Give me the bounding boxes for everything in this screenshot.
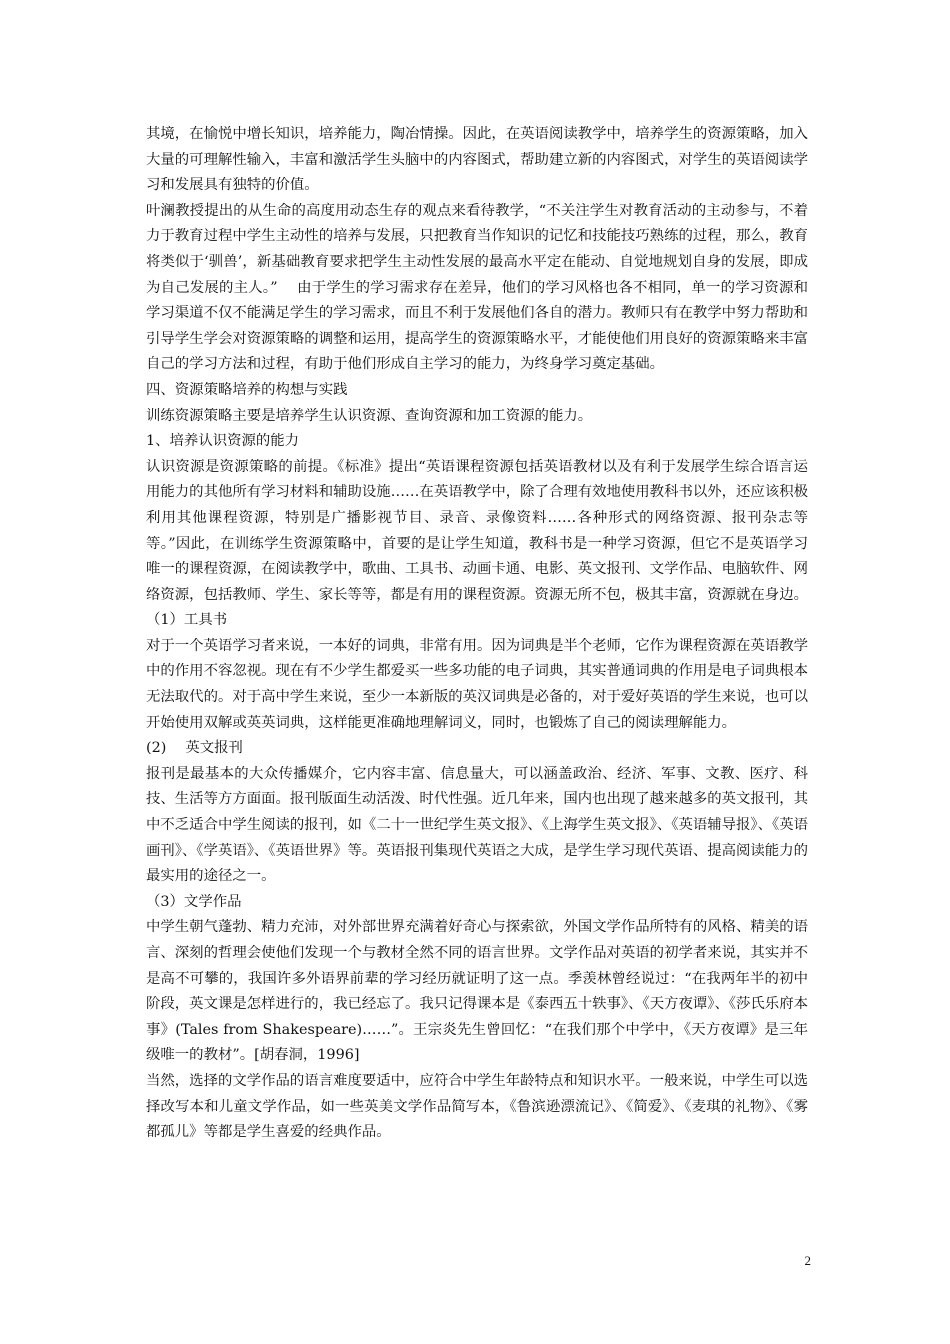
paragraph-training-overview: 训练资源策略主要是培养学生认识资源、查询资源和加工资源的能力。	[146, 407, 593, 424]
paragraph-recognize-resources: 认识资源是资源策略的前提。《标准》提出“英语课程资源包括英语教材以及有利于发展学生综合语言运用能力的其他所有学习材料和辅助设施……在英语教学中，除了合理有效地使用教科书以外，还应该积极利用其他课程资源，特别是广播影视节目、录音、录像资料……各种形式的网络资源、报刊杂志等等。”因此，在训练学生资源策略中，首要的是让学生知道，教科书是一种学习资源，但它不是英语学习唯一的课程资源，在阅读教学中，歌曲、工具书、动画卡通、电影、英文报刊、文学作品、电脑软件、网络资源，包括教师、学生、家长等等，都是有用的课程资源。资源无所不包，极其丰富，资源就在身边。	[146, 458, 808, 603]
paragraph-ye-lan-quote: 叶澜教授提出的从生命的高度用动态生存的观点来看待教学，“不关注学生对教育活动的主动参与，不着力于教育过程中学生主动性的培养与发展，只把教育当作知识的记忆和技能技巧熟练的过程，那么，教育将类似于‘驯兽’，新基础教育要求把学生主动性发展的最高水平定在能动、自觉地规划自身的发展，即成为自己发展的主人。” 由于学生的学习需求存在差异，他们的学习风格也各不相同，单一的学习资源和学习渠道不仅不能满足学生的学习需求，而且不利于发展他们各自的潜力。教师只有在教学中努力帮助和引导学生学会对资源策略的调整和运用，提高学生的资源策略水平，才能使他们用良好的资源策略来丰富自己的学习方法和过程，有助于他们形成自主学习的能力，为终身学习奠定基础。	[146, 202, 808, 373]
paragraph-literature: 中学生朝气蓬勃、精力充沛，对外部世界充满着好奇心与探索欲，外国文学作品所特有的风格、精美的语言、深刻的哲理会使他们发现一个与教材全然不同的语言世界。文学作品对英语的初学者来说，其实并不是高不可攀的，我国许多外语界前辈的学习经历就证明了这一点。季羡林曾经说过：“在我两年半的初中阶段，英文课是怎样进行的，我已经忘了。我只记得课本是《泰西五十轶事》、《天方夜谭》、《莎氏乐府本事》(Tales from Shakespeare)……”。王宗炎先生曾回忆：“在我们那个中学中，《天方夜谭》是三年级唯一的教材”。[胡春洞，1996]	[146, 919, 808, 1064]
subsection-heading-1: 1、培养认识资源的能力	[146, 433, 300, 450]
document-body	[146, 122, 808, 1146]
paragraph-dictionaries: 对于一个英语学习者来说，一本好的词典，非常有用。因为词典是半个老师，它作为课程资源在英语教学中的作用不容忽视。现在有不少学生都爱买一些多功能的电子词典，其实普通词典的作用是电子词典根本无法取代的。对于高中学生来说，至少一本新版的英汉词典是必备的，对于爱好英语的学生来说，也可以开始使用双解或英英词典，这样能更准确地理解词义，同时，也锻炼了自己的阅读理解能力。	[146, 637, 808, 731]
item-heading-reference-books: （1）工具书	[146, 612, 228, 629]
paragraph-literature-selection: 当然，选择的文学作品的语言难度要适中，应符合中学生年龄特点和知识水平。一般来说，中学生可以选择改写本和儿童文学作品，如一些英美文学作品简写本，《鲁滨逊漂流记》、《简爱》、《麦琪的礼物》、《雾都孤儿》等都是学生喜爱的经典作品。	[146, 1072, 808, 1141]
item-heading-literature: （3）文学作品	[146, 893, 242, 910]
page-number: 2	[804, 1253, 811, 1268]
paragraph-newspapers: 报刊是最基本的大众传播媒介，它内容丰富、信息量大，可以涵盖政治、经济、军事、文教、医疗、科技、生活等方方面面。报刊版面生动活泼、时代性强。近几年来，国内也出现了越来越多的英文报刊，其中不乏适合中学生阅读的报刊，如《二十一世纪学生英文报》、《上海学生英文报》、《英语辅导报》、《英语画刊》、《学英语》、《英语世界》等。英语报刊集现代英语之大成，是学生学习现代英语、提高阅读能力的最实用的途径之一。	[146, 765, 808, 885]
paragraph-intro-end: 其境，在愉悦中增长知识，培养能力，陶冶情操。因此，在英语阅读教学中，培养学生的资源策略，加入大量的可理解性输入，丰富和激活学生头脑中的内容图式，帮助建立新的内容图式，对学生的英语阅读学习和发展具有独特的价值。	[146, 126, 808, 194]
section-heading-4: 四、资源策略培养的构想与实践	[146, 381, 348, 398]
item-heading-english-newspapers: (2) 英文报刊	[146, 740, 243, 757]
